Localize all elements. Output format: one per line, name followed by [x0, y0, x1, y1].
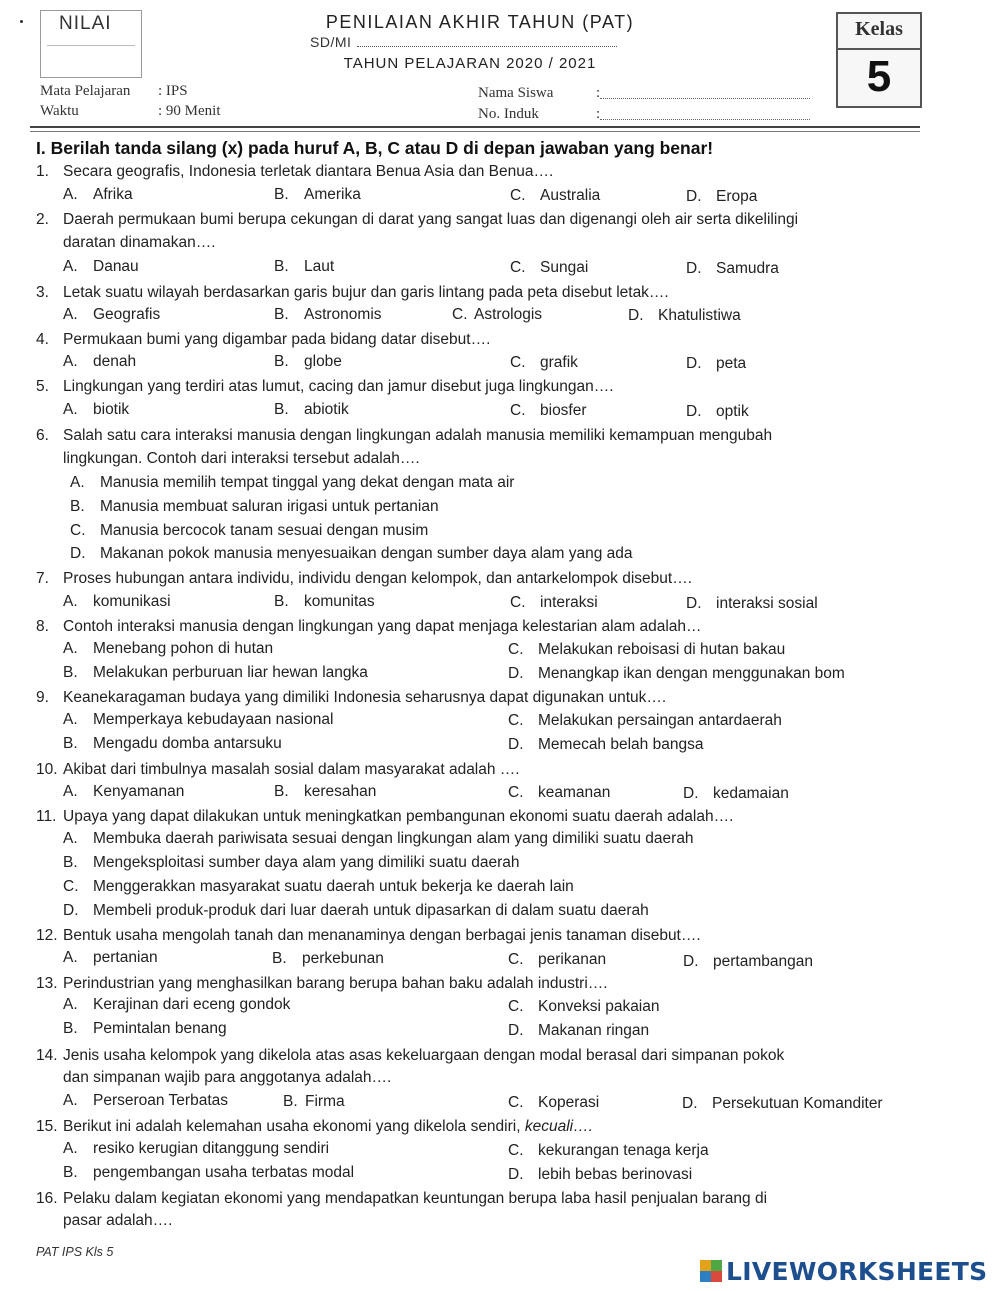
question-text: Proses hubungan antara individu, individu dengan kelompok, dan antarkelompok disebut….	[63, 570, 693, 587]
question-4: 4. Permukaan bumi yang digambar pada bidang datar disebut….	[36, 331, 491, 348]
option-5b[interactable]: B. abiotik	[274, 401, 349, 418]
question-text: Secara geografis, Indonesia terletak diantara Benua Asia dan Benua….	[63, 163, 554, 180]
option-13c[interactable]: C. Konveksi pakaian	[508, 998, 660, 1015]
option-1d[interactable]: D. Eropa	[686, 188, 758, 205]
option-10d[interactable]: D. kedamaian	[683, 785, 789, 802]
logo-square-3	[700, 1271, 711, 1282]
option-3b[interactable]: B. Astronomis	[274, 306, 382, 323]
student-id-row	[478, 106, 810, 123]
kelas-number: 5	[866, 52, 892, 101]
option-3d[interactable]: D. Khatulistiwa	[628, 307, 741, 324]
question-text: Daerah permukaan bumi berupa cekungan di darat yang sangat luas dan digenangi oleh air serta dikelilingi	[63, 211, 799, 228]
kelas-label: Kelas	[855, 18, 903, 40]
question-text: Contoh interaksi manusia dengan lingkungan yang dapat menjaga kelestarian alam adalah…	[63, 618, 702, 635]
question-2: 2. Daerah permukaan bumi berupa cekungan di darat yang sangat luas dan digenangi oleh air serta dikelilingi	[36, 211, 799, 228]
option-13d[interactable]: D. Makanan ringan	[508, 1022, 650, 1039]
question-10: 10. Akibat dari timbulnya masalah sosial dalam masyarakat adalah ….	[36, 761, 520, 778]
question-7: 7. Proses hubungan antara individu, individu dengan kelompok, dan antarkelompok disebut….	[36, 570, 693, 587]
option-4b[interactable]: B. globe	[274, 353, 342, 370]
school-level: SD/MI	[310, 34, 352, 50]
option-8a[interactable]: A. Menebang pohon di hutan	[63, 640, 274, 657]
instruction: I. Berilah tanda silang (x) pada huruf A, B, C atau D di depan jawaban yang benar!	[36, 138, 714, 158]
option-10a[interactable]: A. Kenyamanan	[63, 783, 185, 800]
time-row	[40, 103, 221, 120]
footer-code: PAT IPS Kls 5	[36, 1245, 114, 1259]
option-8c[interactable]: C. Melakukan reboisasi di hutan bakau	[508, 641, 786, 658]
question-text: Lingkungan yang terdiri atas lumut, cacing dan jamur disebut juga lingkungan….	[63, 378, 614, 395]
option-7a[interactable]: A. komunikasi	[63, 593, 171, 610]
option-1c[interactable]: C. Australia	[510, 187, 601, 204]
exam-title: PENILAIAN AKHIR TAHUN (PAT)	[325, 12, 635, 32]
question-text: Jenis usaha kelompok yang dikelola atas asas kekeluargaan dengan modal berasal dari simpanan pokok	[63, 1047, 785, 1064]
logo-square-1	[700, 1260, 711, 1271]
question-text: Keanekaragaman budaya yang dimiliki Indonesia seharusnya dapat digunakan untuk….	[63, 689, 667, 706]
question-15: 15. Berikut ini adalah kelemahan usaha ekonomi yang dikelola sendiri, kecuali….	[36, 1118, 593, 1135]
question-3: 3. Letak suatu wilayah berdasarkan garis bujur dan garis lintang pada peta disebut letak….	[36, 284, 669, 301]
student-name-sep: :	[596, 85, 601, 101]
option-6a[interactable]: A. Manusia memilih tempat tinggal yang dekat dengan mata air	[70, 474, 515, 491]
option-15d[interactable]: D. lebih bebas berinovasi	[508, 1166, 693, 1183]
option-3c[interactable]: C. Astrologis	[452, 306, 543, 323]
option-9c[interactable]: C. Melakukan persaingan antardaerah	[508, 712, 782, 729]
question-13: 13. Perindustrian yang menghasilkan barang berupa bahan baku adalah industri….	[36, 975, 608, 992]
question-6-cont: lingkungan. Contoh dari interaksi tersebut adalah….	[63, 450, 420, 467]
school-year: TAHUN PELAJARAN 2020 / 2021	[343, 55, 597, 72]
question-16: 16. Pelaku dalam kegiatan ekonomi yang mendapatkan keuntungan berupa laba hasil penjualan barang di	[36, 1190, 768, 1207]
option-4d[interactable]: D. peta	[686, 355, 747, 372]
school-name-blank[interactable]	[357, 36, 617, 47]
question-text: Letak suatu wilayah berdasarkan garis bujur dan garis lintang pada peta disebut letak….	[63, 284, 669, 301]
subject-label: Mata Pelajaran	[40, 83, 131, 99]
option-13a[interactable]: A. Kerajinan dari eceng gondok	[63, 996, 291, 1013]
option-6d[interactable]: D. Makanan pokok manusia menyesuaikan dengan sumber daya alam yang ada	[70, 545, 633, 562]
option-11b[interactable]: B. Mengeksploitasi sumber daya alam yang dimiliki suatu daerah	[63, 854, 520, 871]
option-10b[interactable]: B. keresahan	[274, 783, 377, 800]
question-1: 1. Secara geografis, Indonesia terletak diantara Benua Asia dan Benua….	[36, 163, 554, 180]
option-9d[interactable]: D. Memecah belah bangsa	[508, 736, 704, 753]
option-4c[interactable]: C. grafik	[510, 354, 578, 371]
question-14: 14. Jenis usaha kelompok yang dikelola atas asas kekeluargaan dengan modal berasal dari simpanan pokok	[36, 1047, 785, 1064]
option-2c[interactable]: C. Sungai	[510, 259, 589, 276]
question-text: Permukaan bumi yang digambar pada bidang datar disebut….	[63, 331, 491, 348]
option-12d[interactable]: D. pertambangan	[683, 953, 813, 970]
option-5c[interactable]: C. biosfer	[510, 402, 587, 419]
question-6: 6. Salah satu cara interaksi manusia dengan lingkungan adalah manusia memiliki kemampuan mengubah	[36, 427, 773, 444]
option-5a[interactable]: A. biotik	[63, 401, 130, 418]
question-5: 5. Lingkungan yang terdiri atas lumut, cacing dan jamur disebut juga lingkungan….	[36, 378, 614, 395]
question-text: Akibat dari timbulnya masalah sosial dalam masyarakat adalah ….	[63, 761, 520, 778]
kelas-box	[836, 12, 922, 108]
question-text: Perindustrian yang menghasilkan barang berupa bahan baku adalah industri….	[63, 975, 608, 992]
option-12a[interactable]: A. pertanian	[63, 949, 158, 966]
brand-text: LIVEWORKSHEETS	[726, 1256, 988, 1286]
question-12: 12. Bentuk usaha mengolah tanah dan menanaminya dengan berbagai jenis tanaman disebut….	[36, 927, 701, 944]
option-14d[interactable]: D. Persekutuan Komanditer	[682, 1095, 883, 1112]
student-id-blank[interactable]	[600, 109, 810, 120]
option-2d[interactable]: D. Samudra	[686, 260, 779, 277]
option-7d[interactable]: D. interaksi sosial	[686, 595, 818, 612]
option-5d[interactable]: D. optik	[686, 403, 749, 420]
option-8d[interactable]: D. Menangkap ikan dengan menggunakan bom	[508, 665, 845, 682]
subject-value: : IPS	[158, 83, 188, 99]
question-2-cont: daratan dinamakan….	[63, 234, 216, 251]
option-14a[interactable]: A. Perseroan Terbatas	[63, 1092, 228, 1109]
option-13b[interactable]: B. Pemintalan benang	[63, 1020, 227, 1037]
question-14-cont: dan simpanan wajib para anggotanya adalah….	[63, 1069, 392, 1086]
question-8: 8. Contoh interaksi manusia dengan lingkungan yang dapat menjaga kelestarian alam adalah…	[36, 618, 702, 635]
time-label: Waktu	[40, 103, 79, 119]
option-12b[interactable]: B. perkebunan	[272, 950, 384, 967]
nilai-divider	[47, 45, 135, 46]
logo-square-2	[711, 1260, 722, 1271]
option-9b[interactable]: B. Mengadu domba antarsuku	[63, 735, 282, 752]
logo-grid-icon	[700, 1260, 722, 1282]
option-11d[interactable]: D. Membeli produk-produk dari luar daerah untuk dipasarkan di dalam suatu daerah	[63, 902, 649, 919]
student-id-sep: :	[596, 106, 601, 122]
header-rule	[30, 126, 920, 128]
question-11: 11. Upaya yang dapat dilakukan untuk meningkatkan pembangunan ekonomi suatu daerah adalah….	[36, 808, 734, 825]
subject-row	[40, 83, 188, 100]
question-text: Salah satu cara interaksi manusia dengan lingkungan adalah manusia memiliki kemampuan mengubah	[63, 427, 773, 444]
option-15b[interactable]: B. pengembangan usaha terbatas modal	[63, 1164, 355, 1181]
student-id-label: No. Induk	[478, 106, 539, 122]
header-rule-thin	[30, 131, 920, 132]
option-7b[interactable]: B. komunitas	[274, 593, 375, 610]
liveworksheets-logo[interactable]	[700, 1256, 987, 1286]
option-9a[interactable]: A. Memperkaya kebudayaan nasional	[63, 711, 334, 728]
question-text: Bentuk usaha mengolah tanah dan menanaminya dengan berbagai jenis tanaman disebut….	[63, 927, 701, 944]
option-1a[interactable]: A. Afrika	[63, 186, 133, 203]
option-6b[interactable]: B. Manusia membuat saluran irigasi untuk pertanian	[70, 498, 439, 515]
option-14b[interactable]: B. Firma	[283, 1093, 345, 1110]
school-level-line	[310, 34, 617, 50]
question-9: 9. Keanekaragaman budaya yang dimiliki Indonesia seharusnya dapat digunakan untuk….	[36, 689, 667, 706]
time-value: : 90 Menit	[158, 103, 221, 119]
option-15a[interactable]: A. resiko kerugian ditanggung sendiri	[63, 1140, 330, 1157]
question-text: Upaya yang dapat dilakukan untuk meningkatkan pembangunan ekonomi suatu daerah adalah….	[63, 808, 734, 825]
option-1b[interactable]: B. Amerika	[274, 186, 361, 203]
student-name-blank[interactable]	[600, 88, 810, 99]
question-text: Pelaku dalam kegiatan ekonomi yang mendapatkan keuntungan berupa laba hasil penjualan barang di	[63, 1190, 768, 1207]
option-6c[interactable]: C. Manusia bercocok tanam sesuai dengan musim	[70, 522, 429, 539]
option-15c[interactable]: C. kekurangan tenaga kerja	[508, 1142, 709, 1159]
student-name-row	[478, 85, 810, 102]
student-name-label: Nama Siswa	[478, 85, 554, 101]
option-2b[interactable]: B. Laut	[274, 258, 335, 275]
option-12c[interactable]: C. perikanan	[508, 951, 607, 968]
option-4a[interactable]: A. denah	[63, 353, 137, 370]
question-16-cont: pasar adalah….	[63, 1212, 173, 1229]
question-text: Berikut ini adalah kelemahan usaha ekonomi yang dikelola sendiri,	[63, 1118, 525, 1135]
option-10c[interactable]: C. keamanan	[508, 784, 611, 801]
logo-square-4	[711, 1271, 722, 1282]
option-14c[interactable]: C. Koperasi	[508, 1094, 600, 1111]
option-7c[interactable]: C. interaksi	[510, 594, 598, 611]
nilai-label: NILAI	[59, 13, 112, 34]
option-3a[interactable]: A. Geografis	[63, 306, 161, 323]
option-11a[interactable]: A. Membuka daerah pariwisata sesuai dengan lingkungan alam yang dimiliki suatu daerah	[63, 830, 694, 847]
kelas-divider	[838, 48, 920, 50]
question-text-emphasis: kecuali….	[524, 1118, 593, 1135]
option-2a[interactable]: A. Danau	[63, 258, 139, 275]
option-8b[interactable]: B. Melakukan perburuan liar hewan langka	[63, 664, 368, 681]
option-11c[interactable]: C. Menggerakkan masyarakat suatu daerah untuk bekerja ke daerah lain	[63, 878, 574, 895]
